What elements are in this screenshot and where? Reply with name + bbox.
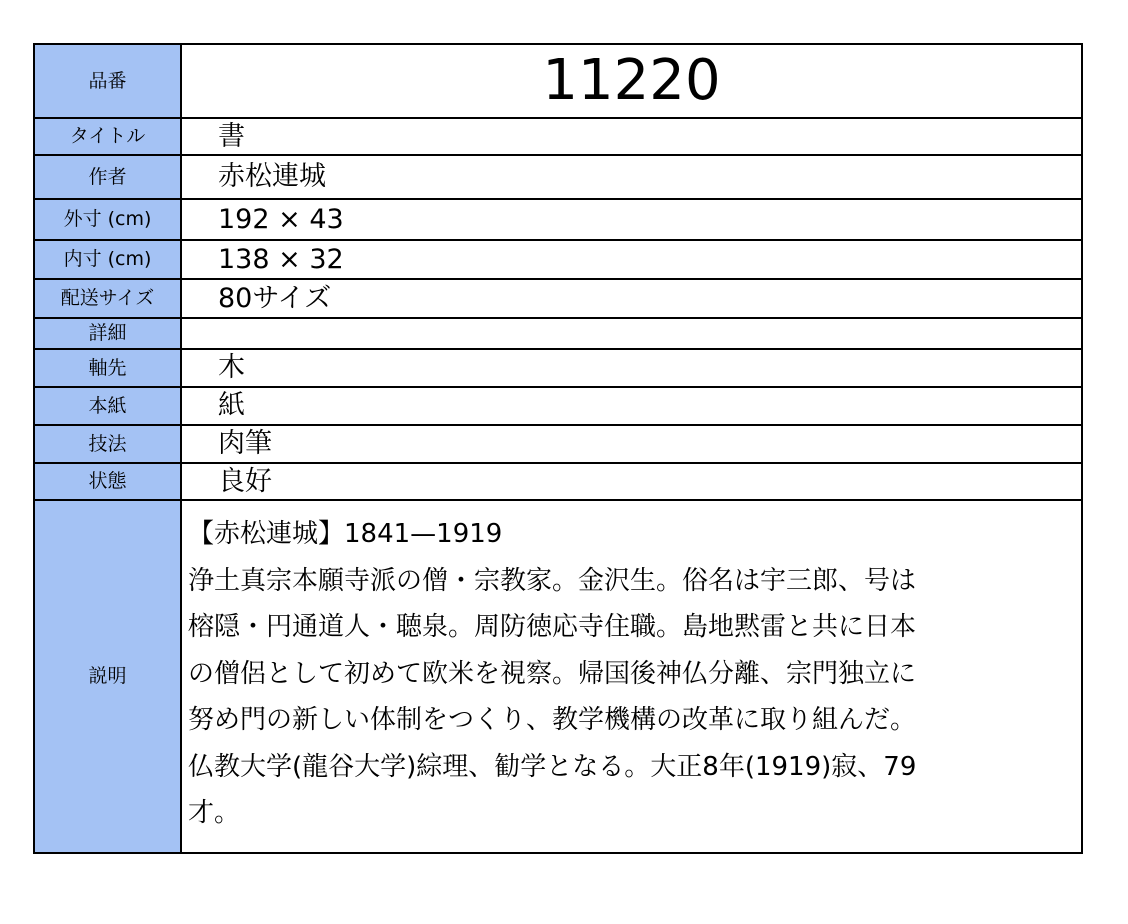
author-row	[34, 155, 1082, 199]
shipping-size-row	[34, 279, 1082, 318]
shipping-size-label: 配送サイズ	[34, 279, 181, 318]
paper-label: 本紙	[34, 387, 181, 425]
description-line: 才。	[188, 798, 241, 828]
details-value	[181, 318, 1082, 349]
outer-size-label: 外寸 (cm)	[34, 199, 181, 240]
author-label: 作者	[34, 155, 181, 199]
description-row	[34, 500, 1082, 853]
outer-size-value: 192 × 43	[181, 199, 1082, 240]
roller-end-row	[34, 349, 1082, 387]
description-label: 説明	[34, 500, 181, 853]
inner-size-row	[34, 240, 1082, 279]
condition-label: 状態	[34, 463, 181, 500]
technique-label: 技法	[34, 425, 181, 463]
item-number-row	[34, 44, 1082, 118]
product-info-table	[33, 43, 1083, 854]
paper-value: 紙	[181, 387, 1082, 425]
description-line: 仏教大学(龍谷大学)綜理、勧学となる。大正8年(1919)寂、79	[188, 751, 917, 782]
shipping-size-value: 80サイズ	[181, 279, 1082, 318]
title-row	[34, 118, 1082, 155]
technique-row	[34, 425, 1082, 463]
outer-size-row	[34, 199, 1082, 240]
description-text	[181, 500, 1082, 853]
title-value: 書	[181, 118, 1082, 155]
condition-row	[34, 463, 1082, 500]
item-number-label: 品番	[34, 44, 181, 118]
details-label: 詳細	[34, 318, 181, 349]
description-line: の僧侶として初めて欧米を視察。帰国後神仏分離、宗門独立に	[188, 658, 917, 689]
paper-row	[34, 387, 1082, 425]
condition-value: 良好	[181, 463, 1082, 500]
inner-size-label: 内寸 (cm)	[34, 240, 181, 279]
item-number-value: 11220	[181, 44, 1082, 118]
inner-size-value: 138 × 32	[181, 240, 1082, 279]
details-row	[34, 318, 1082, 349]
description-line: 【赤松連城】1841—1919	[188, 519, 503, 549]
description-line: 努め門の新しい体制をつくり、教学機構の改革に取り組んだ。	[188, 705, 917, 735]
author-value: 赤松連城	[181, 155, 1082, 199]
title-label: タイトル	[34, 118, 181, 155]
description-line: 榕隠・円通道人・聴泉。周防徳応寺住職。島地黙雷と共に日本	[188, 612, 917, 642]
technique-value: 肉筆	[181, 425, 1082, 463]
roller-end-label: 軸先	[34, 349, 181, 387]
description-line: 浄土真宗本願寺派の僧・宗教家。金沢生。俗名は宇三郎、号は	[188, 565, 917, 596]
roller-end-value: 木	[181, 349, 1082, 387]
